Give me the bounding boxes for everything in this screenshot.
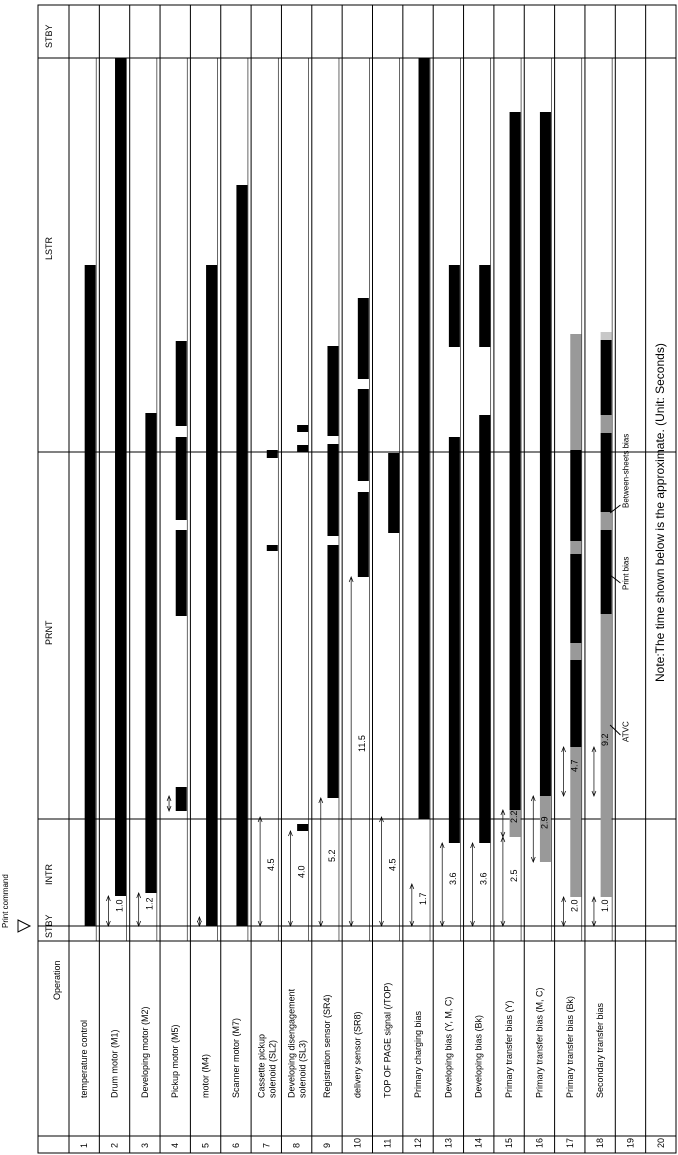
signal-bar [85, 265, 96, 926]
row-number: 15 [504, 1137, 515, 1148]
row-number: 19 [625, 1137, 636, 1148]
phase-label: PRNT [44, 620, 54, 645]
row-number: 5 [200, 1142, 211, 1148]
time-label: 3.6 [478, 872, 489, 885]
signal-bar [358, 389, 369, 481]
signal-bar [601, 614, 612, 897]
signal-bar [419, 533, 430, 616]
row-label: Primary transfer bias (Bk) [564, 995, 575, 1098]
signal-bar [297, 824, 308, 831]
signal-bar [419, 58, 430, 453]
time-label: 1.0 [114, 899, 125, 912]
signal-bar [601, 530, 612, 614]
signal-bar [388, 453, 399, 533]
signal-bar [601, 332, 612, 340]
row-number: 20 [655, 1137, 666, 1148]
row-number: 2 [109, 1142, 120, 1148]
time-label: 2.2 [508, 810, 519, 823]
signal-bar [419, 616, 430, 634]
time-label: 0.7 [175, 788, 186, 801]
print-command-label: Print command [1, 874, 10, 928]
phase-label: LSTR [44, 236, 54, 260]
print-command-marker [18, 920, 30, 932]
signal-bar [115, 58, 126, 896]
time-label: 1.7 [417, 892, 428, 905]
row-label: Primary transfer bias (Y) [504, 1000, 515, 1098]
annotation-print-bias: Print bias [621, 556, 631, 590]
signal-bar [601, 340, 612, 415]
row-label: Scanner motor (M7) [230, 1017, 241, 1098]
row-number: 1 [79, 1142, 90, 1148]
signal-bar [358, 492, 369, 577]
row-number: 11 [382, 1138, 393, 1148]
signal-bar [327, 444, 338, 536]
row-label: Cassette pickup [256, 1033, 267, 1098]
row-number: 13 [443, 1137, 454, 1148]
row-label: Secondary transfer bias [595, 1002, 606, 1098]
signal-bar [570, 660, 581, 747]
row-number: 17 [564, 1137, 575, 1148]
time-label: 9.2 [599, 733, 610, 746]
phase-label: STBY [44, 24, 54, 48]
time-label: 2.0 [569, 899, 580, 912]
signal-bar [267, 545, 278, 551]
signal-bar [358, 298, 369, 379]
time-label: 5.2 [326, 849, 337, 862]
row-number: 8 [291, 1142, 302, 1148]
signal-bar [267, 450, 278, 458]
note-title: Note:The time shown below is the approximate. (Unit: Seconds) [653, 343, 667, 682]
signal-bar [601, 433, 612, 512]
signal-bar [419, 453, 430, 533]
signal-bar [479, 415, 490, 843]
signal-bar [297, 425, 308, 432]
signal-bar [601, 415, 612, 433]
signal-bar [327, 346, 338, 436]
row-label: temperature control [79, 1019, 90, 1098]
annotation-between-sheets-bias: Between-sheets bias [621, 433, 631, 508]
row-label: Developing bias (Y, M, C) [443, 996, 454, 1098]
row-number: 10 [352, 1137, 363, 1148]
phase-label: STBY [44, 914, 54, 938]
signal-bar [297, 445, 308, 452]
signal-bar [540, 112, 551, 796]
signal-bar [449, 265, 460, 347]
row-label: Pickup motor (M5) [170, 1024, 181, 1098]
row-label: Developing disengagement [286, 988, 297, 1098]
row-number: 12 [413, 1137, 424, 1148]
row-label: TOP OF PAGE signal (/TOP) [382, 982, 393, 1098]
time-label: 0.2 [205, 893, 216, 906]
operation-header: Operation [52, 960, 62, 1000]
signal-bar [570, 450, 581, 541]
time-label: 4.7 [569, 759, 580, 772]
annotation-atvc: ATVC [621, 721, 631, 742]
row-label: Drum motor (M1) [109, 1029, 120, 1098]
row-label: motor (M4) [200, 1053, 211, 1098]
phase-label: INTR [44, 864, 54, 885]
row-number: 9 [321, 1142, 332, 1148]
signal-bar [479, 265, 490, 347]
signal-bar [570, 643, 581, 660]
signal-bar [419, 736, 430, 819]
row-label: Registration sensor (SR4) [321, 994, 332, 1098]
signal-bar [419, 716, 430, 736]
row-label: delivery sensor (SR8) [352, 1011, 363, 1098]
signal-bar [327, 545, 338, 798]
signal-bar [570, 554, 581, 643]
row-number: 14 [473, 1137, 484, 1148]
time-label: 4.0 [296, 865, 307, 878]
signal-bar [449, 437, 460, 843]
time-label: 1.0 [599, 899, 610, 912]
row-label: Primary transfer bias (M, C) [534, 987, 545, 1098]
time-label: 2.5 [508, 869, 519, 882]
row-number: 7 [261, 1142, 272, 1148]
time-label: 2.9 [539, 816, 550, 829]
signal-bar [176, 530, 187, 616]
row-label: Developing motor (M2) [139, 1006, 150, 1098]
signal-bar [206, 265, 217, 926]
time-label: 1.2 [144, 897, 155, 910]
signal-bar [176, 341, 187, 426]
row-label: solenoid (SL2) [267, 1039, 278, 1098]
time-label: 4.5 [266, 858, 277, 871]
row-label: Primary charging bias [413, 1010, 424, 1098]
row-number: 16 [534, 1137, 545, 1148]
signal-bar [176, 437, 187, 520]
time-label: 11.5 [357, 735, 368, 752]
signal-bar [570, 541, 581, 554]
row-label: solenoid (SL3) [297, 1039, 308, 1098]
row-number: 4 [170, 1142, 181, 1148]
time-label: 4.5 [387, 858, 398, 871]
row-number: 18 [595, 1137, 606, 1148]
signal-bar [236, 185, 247, 926]
row-number: 3 [139, 1142, 150, 1148]
signal-bar [419, 634, 430, 716]
signal-bar [510, 112, 521, 810]
signal-bar [570, 334, 581, 450]
signal-bar [601, 512, 612, 530]
signal-bar [145, 413, 156, 893]
time-label: 3.6 [448, 872, 459, 885]
row-label: Developing bias (Bk) [473, 1014, 484, 1098]
row-number: 6 [230, 1142, 241, 1148]
